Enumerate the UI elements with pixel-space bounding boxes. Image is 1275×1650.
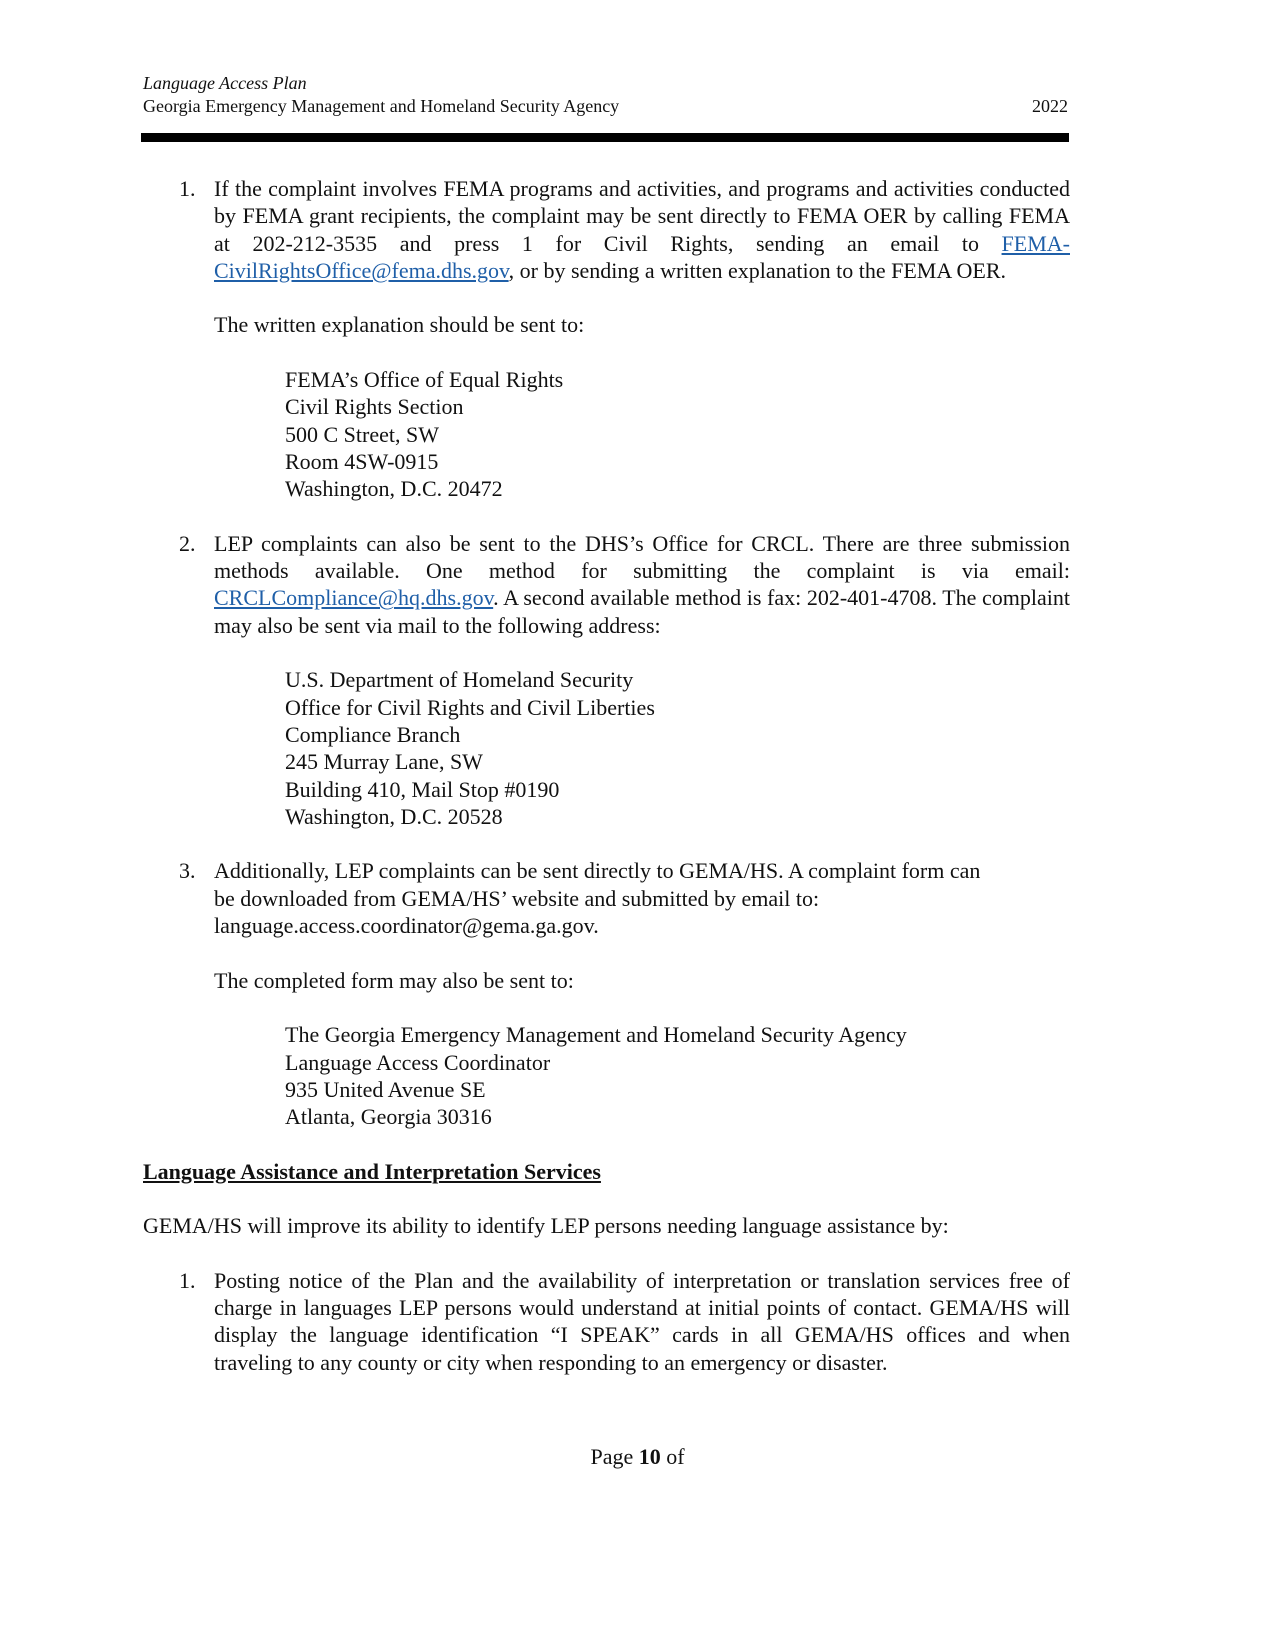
page-body [143,175,1070,1376]
list-number: 1. [179,1267,196,1293]
followup-text: The completed form may also be sent to: [214,967,574,993]
complaint-item-3 [143,857,1070,939]
assistance-item-1 [143,1267,1070,1376]
complaint-item-2 [143,530,1070,639]
address-line: U.S. Department of Homeland Security [285,667,634,693]
crcl-email-link[interactable]: CRCLCompliance@hq.dhs.gov [214,585,494,611]
item-text: , or by sending a written explanation to the FEMA OER. [508,257,1006,283]
address-line: Language Access Coordinator [285,1049,551,1075]
dhs-address [143,666,1070,830]
header-document-title: Language Access Plan [143,73,307,93]
item-text: LEP complaints can also be sent to the DHS’s Office for CRCL. There are three submission methods available. One method for submitting the complaint is via email: [214,530,1070,584]
address-line: Atlanta, Georgia 30316 [285,1104,492,1130]
complaint-item-1 [143,175,1070,284]
item-text: Posting notice of the Plan and the availability of interpretation or translation services free of charge in languages LEP persons would understand at initial points of contact. GEMA/HS will display the language identification “I SPEAK” cards in all GEMA/HS offices and when traveling to any county or city when responding to an emergency or disaster. [214,1267,1070,1375]
list-number: 3. [179,858,196,884]
address-line: 245 Murray Lane, SW [285,749,483,775]
fema-address [143,366,1070,502]
fema-email-link[interactable]: FEMA-CivilRightsOffice@fema.dhs.gov [214,230,1070,283]
address-line: 500 C Street, SW [285,421,439,447]
address-line: Washington, D.C. 20528 [285,803,503,829]
list-number: 1. [179,176,196,201]
item-text: . A second available method is fax: 202-401-4708. The complaint may also be sent via mail to the following address: [214,585,1070,638]
address-line: Office for Civil Rights and Civil Liberties [285,694,655,720]
page-number: 10 [638,1444,661,1469]
page-of-label: of [666,1444,685,1469]
header-agency-name: Georgia Emergency Management and Homeland Security Agency [143,96,620,116]
item-text: Additionally, LEP complaints can be sent directly to GEMA/HS. A complaint form can [214,858,981,884]
list-number: 2. [179,530,196,556]
address-line: 935 United Avenue SE [285,1076,486,1102]
item-text: If the complaint involves FEMA programs and activities, and programs and activities conducted by FEMA grant recipients, the complaint may be sent directly to FEMA OER by calling FEMA at 202-212-3535 and press 1 for Civil Rights, sending an email to [214,176,1070,256]
address-line: Civil Rights Section [285,394,464,420]
address-line: FEMA’s Office of Equal Rights [285,367,564,393]
header-rule [141,133,1069,142]
address-line: Room 4SW-0915 [285,448,439,474]
item-text: be downloaded from GEMA/HS’ website and submitted by email to: [214,885,820,911]
address-line: The Georgia Emergency Management and Homeland Security Agency [285,1022,907,1048]
address-line: Compliance Branch [285,721,461,747]
address-line: Building 410, Mail Stop #0190 [285,776,560,802]
header-year: 2022 [1032,96,1068,116]
section-intro: GEMA/HS will improve its ability to identify LEP persons needing language assistance by: [143,1213,949,1239]
page-footer [0,1443,1275,1470]
address-line: Washington, D.C. 20472 [285,476,503,502]
followup-text: The written explanation should be sent to: [214,312,585,338]
section-heading: Language Assistance and Interpretation Services [143,1158,601,1184]
page-label: Page [590,1444,634,1469]
gema-address [143,1021,1070,1130]
coordinator-email: language.access.coordinator@gema.ga.gov. [214,913,599,939]
